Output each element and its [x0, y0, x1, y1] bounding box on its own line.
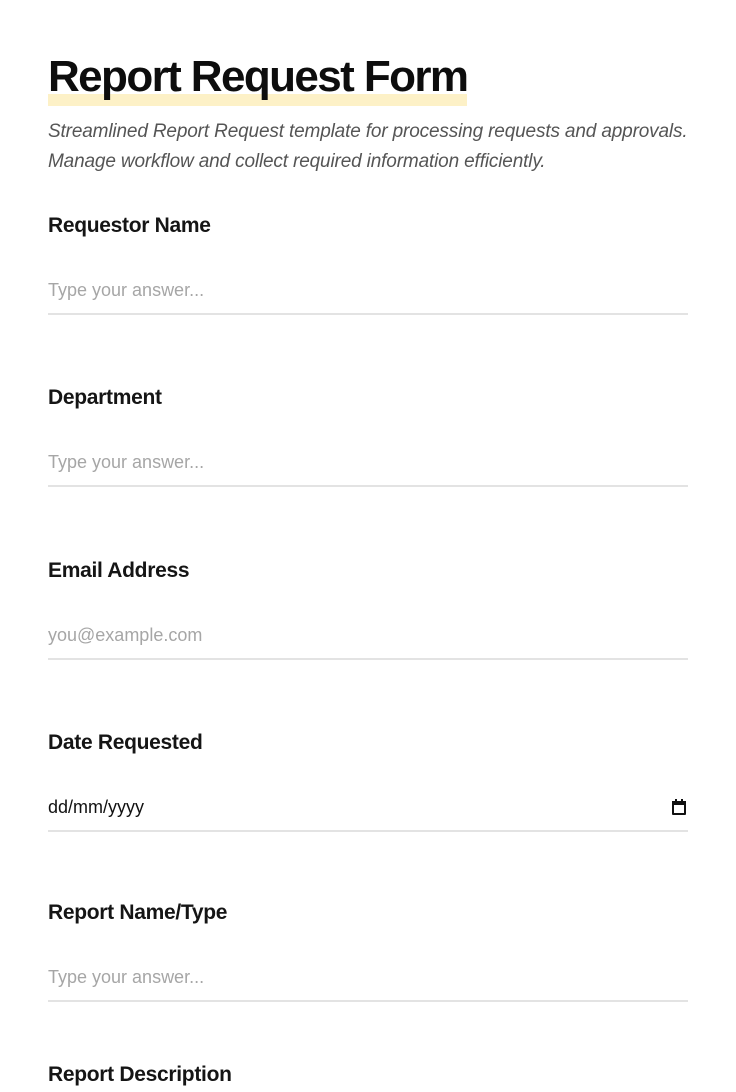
calendar-icon-ring-left	[675, 799, 677, 803]
page-title-block	[48, 52, 467, 106]
department-field	[48, 381, 688, 487]
email-address-input[interactable]	[48, 614, 688, 656]
requestor-name-field	[48, 209, 688, 315]
report-description-field	[48, 1058, 688, 1092]
calendar-icon[interactable]	[672, 799, 686, 814]
calendar-icon-ring-right	[681, 799, 683, 803]
report-name-type-input[interactable]	[48, 956, 688, 998]
requestor-name-label: Requestor Name	[48, 214, 211, 237]
email-address-input-wrap	[48, 614, 688, 660]
date-requested-label: Date Requested	[48, 731, 203, 754]
department-input[interactable]	[48, 441, 688, 483]
email-address-label: Email Address	[48, 559, 190, 582]
requestor-name-input[interactable]	[48, 269, 688, 311]
page-subtitle: Streamlined Report Request template for processing requests and approvals. Manage workflow and collect required information efficiently.	[48, 121, 688, 172]
report-name-type-label: Report Name/Type	[48, 901, 228, 924]
requestor-name-input-wrap	[48, 269, 688, 315]
department-input-wrap	[48, 441, 688, 487]
form-fields	[48, 209, 688, 1092]
department-label: Department	[48, 386, 162, 409]
email-address-field	[48, 554, 688, 660]
form-container	[48, 52, 688, 1092]
date-format-text: dd/mm/yyyy	[48, 797, 145, 817]
report-description-label: Report Description	[48, 1063, 232, 1086]
date-requested-field	[48, 726, 688, 832]
report-name-type-input-wrap	[48, 956, 688, 1002]
page-title: Report Request Form	[48, 52, 468, 101]
date-requested-input[interactable]	[48, 786, 688, 832]
report-name-type-field	[48, 896, 688, 1002]
